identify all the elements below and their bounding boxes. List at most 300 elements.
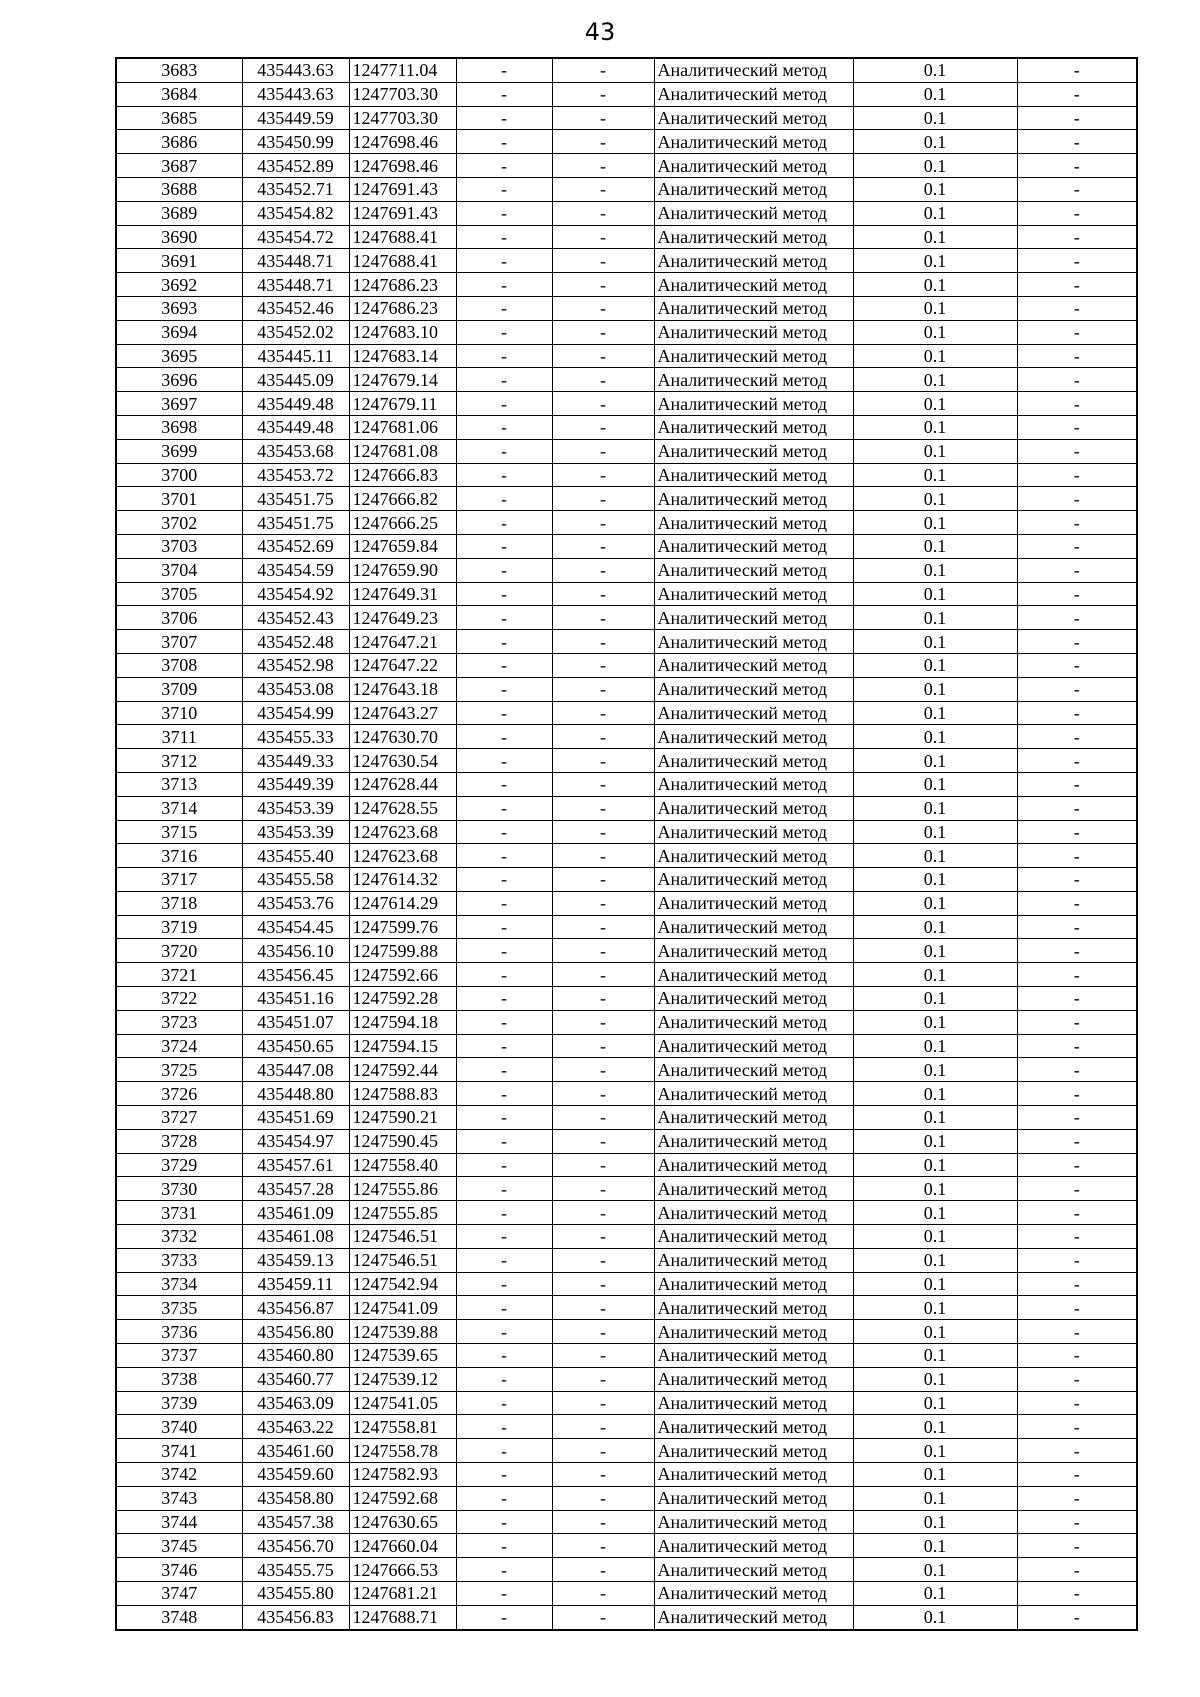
dash-cell: -	[1017, 749, 1137, 773]
method-cell: Аналитический метод	[654, 1582, 853, 1606]
method-cell: Аналитический метод	[654, 1391, 853, 1415]
dash-cell: -	[1017, 463, 1137, 487]
x-coordinate-cell: 435443.63	[242, 58, 349, 82]
table-row	[116, 796, 1137, 820]
accuracy-cell: 0.1	[853, 1415, 1017, 1439]
coordinates-table	[115, 57, 1138, 1631]
dash-cell: -	[552, 963, 654, 987]
method-cell: Аналитический метод	[654, 1034, 853, 1058]
method-cell: Аналитический метод	[654, 1010, 853, 1034]
table-row	[116, 58, 1137, 82]
table-row	[116, 368, 1137, 392]
dash-cell: -	[552, 1439, 654, 1463]
accuracy-cell: 0.1	[853, 582, 1017, 606]
y-coordinate-cell: 1247614.32	[349, 868, 456, 892]
dash-cell: -	[456, 463, 552, 487]
accuracy-cell: 0.1	[853, 844, 1017, 868]
dash-cell: -	[456, 130, 552, 154]
dash-cell: -	[552, 820, 654, 844]
y-coordinate-cell: 1247666.53	[349, 1558, 456, 1582]
dash-cell: -	[552, 1177, 654, 1201]
x-coordinate-cell: 435456.70	[242, 1534, 349, 1558]
x-coordinate-cell: 435453.72	[242, 463, 349, 487]
table-row	[116, 1106, 1137, 1130]
method-cell: Аналитический метод	[654, 987, 853, 1011]
dash-cell: -	[456, 796, 552, 820]
x-coordinate-cell: 435449.33	[242, 749, 349, 773]
method-cell: Аналитический метод	[654, 249, 853, 273]
dash-cell: -	[552, 653, 654, 677]
point-number-cell: 3742	[116, 1463, 242, 1487]
point-number-cell: 3718	[116, 891, 242, 915]
method-cell: Аналитический метод	[654, 677, 853, 701]
table-row	[116, 1534, 1137, 1558]
dash-cell: -	[456, 1463, 552, 1487]
dash-cell: -	[1017, 439, 1137, 463]
dash-cell: -	[1017, 939, 1137, 963]
point-number-cell: 3687	[116, 154, 242, 178]
method-cell: Аналитический метод	[654, 392, 853, 416]
dash-cell: -	[552, 606, 654, 630]
dash-cell: -	[456, 1010, 552, 1034]
y-coordinate-cell: 1247683.10	[349, 320, 456, 344]
y-coordinate-cell: 1247698.46	[349, 154, 456, 178]
dash-cell: -	[1017, 344, 1137, 368]
method-cell: Аналитический метод	[654, 368, 853, 392]
dash-cell: -	[552, 368, 654, 392]
x-coordinate-cell: 435451.69	[242, 1106, 349, 1130]
x-coordinate-cell: 435449.39	[242, 772, 349, 796]
dash-cell: -	[1017, 630, 1137, 654]
dash-cell: -	[456, 1344, 552, 1368]
y-coordinate-cell: 1247539.88	[349, 1320, 456, 1344]
y-coordinate-cell: 1247614.29	[349, 891, 456, 915]
dash-cell: -	[456, 820, 552, 844]
point-number-cell: 3714	[116, 796, 242, 820]
x-coordinate-cell: 435463.22	[242, 1415, 349, 1439]
point-number-cell: 3726	[116, 1082, 242, 1106]
point-number-cell: 3683	[116, 58, 242, 82]
dash-cell: -	[456, 296, 552, 320]
x-coordinate-cell: 435451.07	[242, 1010, 349, 1034]
point-number-cell: 3733	[116, 1248, 242, 1272]
dash-cell: -	[456, 1582, 552, 1606]
x-coordinate-cell: 435456.45	[242, 963, 349, 987]
dash-cell: -	[552, 201, 654, 225]
table-row	[116, 1034, 1137, 1058]
accuracy-cell: 0.1	[853, 891, 1017, 915]
dash-cell: -	[1017, 392, 1137, 416]
accuracy-cell: 0.1	[853, 487, 1017, 511]
accuracy-cell: 0.1	[853, 1201, 1017, 1225]
dash-cell: -	[456, 368, 552, 392]
y-coordinate-cell: 1247555.86	[349, 1177, 456, 1201]
table-row	[116, 106, 1137, 130]
dash-cell: -	[552, 987, 654, 1011]
x-coordinate-cell: 435451.16	[242, 987, 349, 1011]
point-number-cell: 3695	[116, 344, 242, 368]
y-coordinate-cell: 1247686.23	[349, 273, 456, 297]
y-coordinate-cell: 1247599.88	[349, 939, 456, 963]
y-coordinate-cell: 1247679.14	[349, 368, 456, 392]
method-cell: Аналитический метод	[654, 201, 853, 225]
dash-cell: -	[552, 1486, 654, 1510]
accuracy-cell: 0.1	[853, 1344, 1017, 1368]
point-number-cell: 3739	[116, 1391, 242, 1415]
dash-cell: -	[456, 1225, 552, 1249]
y-coordinate-cell: 1247594.18	[349, 1010, 456, 1034]
table-row	[116, 963, 1137, 987]
method-cell: Аналитический метод	[654, 1082, 853, 1106]
table-row	[116, 1439, 1137, 1463]
dash-cell: -	[456, 320, 552, 344]
x-coordinate-cell: 435460.80	[242, 1344, 349, 1368]
table-row	[116, 273, 1137, 297]
method-cell: Аналитический метод	[654, 844, 853, 868]
method-cell: Аналитический метод	[654, 415, 853, 439]
dash-cell: -	[1017, 1034, 1137, 1058]
point-number-cell: 3692	[116, 273, 242, 297]
dash-cell: -	[1017, 534, 1137, 558]
dash-cell: -	[552, 772, 654, 796]
point-number-cell: 3738	[116, 1367, 242, 1391]
table-row	[116, 1582, 1137, 1606]
point-number-cell: 3706	[116, 606, 242, 630]
table-row	[116, 225, 1137, 249]
dash-cell: -	[1017, 1344, 1137, 1368]
method-cell: Аналитический метод	[654, 1129, 853, 1153]
x-coordinate-cell: 435453.39	[242, 820, 349, 844]
accuracy-cell: 0.1	[853, 82, 1017, 106]
x-coordinate-cell: 435451.75	[242, 487, 349, 511]
dash-cell: -	[1017, 891, 1137, 915]
x-coordinate-cell: 435454.92	[242, 582, 349, 606]
accuracy-cell: 0.1	[853, 1582, 1017, 1606]
table-row	[116, 487, 1137, 511]
y-coordinate-cell: 1247592.66	[349, 963, 456, 987]
point-number-cell: 3685	[116, 106, 242, 130]
method-cell: Аналитический метод	[654, 1605, 853, 1629]
dash-cell: -	[552, 392, 654, 416]
accuracy-cell: 0.1	[853, 1129, 1017, 1153]
point-number-cell: 3710	[116, 701, 242, 725]
dash-cell: -	[1017, 1582, 1137, 1606]
dash-cell: -	[456, 439, 552, 463]
table-row	[116, 772, 1137, 796]
point-number-cell: 3719	[116, 915, 242, 939]
x-coordinate-cell: 435448.71	[242, 273, 349, 297]
point-number-cell: 3703	[116, 534, 242, 558]
dash-cell: -	[456, 1272, 552, 1296]
page-number: 43	[584, 18, 616, 46]
dash-cell: -	[1017, 963, 1137, 987]
x-coordinate-cell: 435454.45	[242, 915, 349, 939]
y-coordinate-cell: 1247703.30	[349, 82, 456, 106]
y-coordinate-cell: 1247588.83	[349, 1082, 456, 1106]
method-cell: Аналитический метод	[654, 1272, 853, 1296]
accuracy-cell: 0.1	[853, 1296, 1017, 1320]
dash-cell: -	[552, 1248, 654, 1272]
point-number-cell: 3746	[116, 1558, 242, 1582]
point-number-cell: 3731	[116, 1201, 242, 1225]
accuracy-cell: 0.1	[853, 1082, 1017, 1106]
dash-cell: -	[1017, 606, 1137, 630]
method-cell: Аналитический метод	[654, 130, 853, 154]
dash-cell: -	[456, 487, 552, 511]
dash-cell: -	[1017, 511, 1137, 535]
dash-cell: -	[552, 296, 654, 320]
y-coordinate-cell: 1247599.76	[349, 915, 456, 939]
dash-cell: -	[1017, 1201, 1137, 1225]
dash-cell: -	[1017, 82, 1137, 106]
dash-cell: -	[552, 511, 654, 535]
point-number-cell: 3732	[116, 1225, 242, 1249]
method-cell: Аналитический метод	[654, 177, 853, 201]
table-row	[116, 249, 1137, 273]
dash-cell: -	[456, 1605, 552, 1629]
method-cell: Аналитический метод	[654, 1534, 853, 1558]
method-cell: Аналитический метод	[654, 534, 853, 558]
method-cell: Аналитический метод	[654, 1201, 853, 1225]
y-coordinate-cell: 1247649.31	[349, 582, 456, 606]
y-coordinate-cell: 1247643.18	[349, 677, 456, 701]
table-row	[116, 606, 1137, 630]
x-coordinate-cell: 435461.60	[242, 1439, 349, 1463]
y-coordinate-cell: 1247630.54	[349, 749, 456, 773]
x-coordinate-cell: 435449.48	[242, 392, 349, 416]
accuracy-cell: 0.1	[853, 725, 1017, 749]
method-cell: Аналитический метод	[654, 154, 853, 178]
dash-cell: -	[1017, 1272, 1137, 1296]
dash-cell: -	[1017, 1058, 1137, 1082]
y-coordinate-cell: 1247539.65	[349, 1344, 456, 1368]
table-row	[116, 868, 1137, 892]
y-coordinate-cell: 1247681.08	[349, 439, 456, 463]
dash-cell: -	[552, 677, 654, 701]
point-number-cell: 3744	[116, 1510, 242, 1534]
accuracy-cell: 0.1	[853, 1558, 1017, 1582]
point-number-cell: 3712	[116, 749, 242, 773]
table-row	[116, 1010, 1137, 1034]
accuracy-cell: 0.1	[853, 630, 1017, 654]
accuracy-cell: 0.1	[853, 1605, 1017, 1629]
accuracy-cell: 0.1	[853, 130, 1017, 154]
method-cell: Аналитический метод	[654, 1510, 853, 1534]
y-coordinate-cell: 1247679.11	[349, 392, 456, 416]
point-number-cell: 3700	[116, 463, 242, 487]
point-number-cell: 3698	[116, 415, 242, 439]
table-row	[116, 677, 1137, 701]
point-number-cell: 3745	[116, 1534, 242, 1558]
table-row	[116, 1296, 1137, 1320]
dash-cell: -	[1017, 1486, 1137, 1510]
point-number-cell: 3686	[116, 130, 242, 154]
table-row	[116, 749, 1137, 773]
x-coordinate-cell: 435463.09	[242, 1391, 349, 1415]
dash-cell: -	[1017, 1415, 1137, 1439]
table-row	[116, 915, 1137, 939]
method-cell: Аналитический метод	[654, 939, 853, 963]
dash-cell: -	[456, 511, 552, 535]
x-coordinate-cell: 435458.80	[242, 1486, 349, 1510]
accuracy-cell: 0.1	[853, 296, 1017, 320]
x-coordinate-cell: 435449.59	[242, 106, 349, 130]
x-coordinate-cell: 435454.82	[242, 201, 349, 225]
accuracy-cell: 0.1	[853, 963, 1017, 987]
point-number-cell: 3717	[116, 868, 242, 892]
dash-cell: -	[456, 725, 552, 749]
table-row	[116, 891, 1137, 915]
dash-cell: -	[456, 273, 552, 297]
dash-cell: -	[552, 630, 654, 654]
dash-cell: -	[456, 1415, 552, 1439]
table-row	[116, 1344, 1137, 1368]
table-row	[116, 630, 1137, 654]
point-number-cell: 3697	[116, 392, 242, 416]
y-coordinate-cell: 1247541.09	[349, 1296, 456, 1320]
method-cell: Аналитический метод	[654, 653, 853, 677]
dash-cell: -	[456, 249, 552, 273]
table-row	[116, 1058, 1137, 1082]
method-cell: Аналитический метод	[654, 1367, 853, 1391]
method-cell: Аналитический метод	[654, 1153, 853, 1177]
x-coordinate-cell: 435449.48	[242, 415, 349, 439]
accuracy-cell: 0.1	[853, 1225, 1017, 1249]
dash-cell: -	[552, 1034, 654, 1058]
table-row	[116, 1153, 1137, 1177]
accuracy-cell: 0.1	[853, 201, 1017, 225]
table-row	[116, 1486, 1137, 1510]
method-cell: Аналитический метод	[654, 1344, 853, 1368]
point-number-cell: 3696	[116, 368, 242, 392]
x-coordinate-cell: 435451.75	[242, 511, 349, 535]
dash-cell: -	[1017, 415, 1137, 439]
y-coordinate-cell: 1247666.83	[349, 463, 456, 487]
y-coordinate-cell: 1247541.05	[349, 1391, 456, 1415]
x-coordinate-cell: 435454.59	[242, 558, 349, 582]
y-coordinate-cell: 1247691.43	[349, 201, 456, 225]
y-coordinate-cell: 1247628.44	[349, 772, 456, 796]
y-coordinate-cell: 1247623.68	[349, 820, 456, 844]
point-number-cell: 3729	[116, 1153, 242, 1177]
table-row	[116, 344, 1137, 368]
table-row	[116, 154, 1137, 178]
dash-cell: -	[552, 1129, 654, 1153]
point-number-cell: 3724	[116, 1034, 242, 1058]
dash-cell: -	[456, 58, 552, 82]
accuracy-cell: 0.1	[853, 1153, 1017, 1177]
table-row	[116, 511, 1137, 535]
dash-cell: -	[552, 1534, 654, 1558]
x-coordinate-cell: 435452.48	[242, 630, 349, 654]
y-coordinate-cell: 1247660.04	[349, 1534, 456, 1558]
x-coordinate-cell: 435448.80	[242, 1082, 349, 1106]
dash-cell: -	[1017, 1391, 1137, 1415]
accuracy-cell: 0.1	[853, 415, 1017, 439]
method-cell: Аналитический метод	[654, 796, 853, 820]
accuracy-cell: 0.1	[853, 1486, 1017, 1510]
accuracy-cell: 0.1	[853, 463, 1017, 487]
dash-cell: -	[552, 1272, 654, 1296]
method-cell: Аналитический метод	[654, 439, 853, 463]
table-row	[116, 1129, 1137, 1153]
accuracy-cell: 0.1	[853, 344, 1017, 368]
dash-cell: -	[552, 1558, 654, 1582]
x-coordinate-cell: 435456.87	[242, 1296, 349, 1320]
method-cell: Аналитический метод	[654, 1248, 853, 1272]
dash-cell: -	[1017, 1177, 1137, 1201]
x-coordinate-cell: 435459.13	[242, 1248, 349, 1272]
point-number-cell: 3735	[116, 1296, 242, 1320]
y-coordinate-cell: 1247558.40	[349, 1153, 456, 1177]
y-coordinate-cell: 1247628.55	[349, 796, 456, 820]
dash-cell: -	[1017, 106, 1137, 130]
method-cell: Аналитический метод	[654, 1296, 853, 1320]
accuracy-cell: 0.1	[853, 1177, 1017, 1201]
y-coordinate-cell: 1247592.44	[349, 1058, 456, 1082]
table-row	[116, 939, 1137, 963]
dash-cell: -	[1017, 677, 1137, 701]
y-coordinate-cell: 1247592.28	[349, 987, 456, 1011]
accuracy-cell: 0.1	[853, 439, 1017, 463]
dash-cell: -	[456, 915, 552, 939]
dash-cell: -	[456, 1558, 552, 1582]
point-number-cell: 3715	[116, 820, 242, 844]
x-coordinate-cell: 435455.75	[242, 1558, 349, 1582]
point-number-cell: 3691	[116, 249, 242, 273]
point-number-cell: 3705	[116, 582, 242, 606]
accuracy-cell: 0.1	[853, 225, 1017, 249]
accuracy-cell: 0.1	[853, 392, 1017, 416]
x-coordinate-cell: 435459.60	[242, 1463, 349, 1487]
method-cell: Аналитический метод	[654, 915, 853, 939]
accuracy-cell: 0.1	[853, 154, 1017, 178]
table-row	[116, 320, 1137, 344]
y-coordinate-cell: 1247691.43	[349, 177, 456, 201]
x-coordinate-cell: 435454.97	[242, 1129, 349, 1153]
dash-cell: -	[1017, 1153, 1137, 1177]
dash-cell: -	[552, 1582, 654, 1606]
method-cell: Аналитический метод	[654, 725, 853, 749]
method-cell: Аналитический метод	[654, 1415, 853, 1439]
dash-cell: -	[1017, 130, 1137, 154]
accuracy-cell: 0.1	[853, 1463, 1017, 1487]
point-number-cell: 3725	[116, 1058, 242, 1082]
method-cell: Аналитический метод	[654, 1439, 853, 1463]
dash-cell: -	[1017, 487, 1137, 511]
dash-cell: -	[456, 1201, 552, 1225]
method-cell: Аналитический метод	[654, 1320, 853, 1344]
point-number-cell: 3736	[116, 1320, 242, 1344]
dash-cell: -	[1017, 225, 1137, 249]
dash-cell: -	[456, 1106, 552, 1130]
point-number-cell: 3709	[116, 677, 242, 701]
x-coordinate-cell: 435459.11	[242, 1272, 349, 1296]
accuracy-cell: 0.1	[853, 987, 1017, 1011]
dash-cell: -	[1017, 1129, 1137, 1153]
method-cell: Аналитический метод	[654, 701, 853, 725]
method-cell: Аналитический метод	[654, 1106, 853, 1130]
dash-cell: -	[456, 1510, 552, 1534]
point-number-cell: 3748	[116, 1605, 242, 1629]
y-coordinate-cell: 1247647.22	[349, 653, 456, 677]
dash-cell: -	[552, 844, 654, 868]
dash-cell: -	[456, 344, 552, 368]
dash-cell: -	[552, 463, 654, 487]
x-coordinate-cell: 435454.99	[242, 701, 349, 725]
dash-cell: -	[552, 796, 654, 820]
method-cell: Аналитический метод	[654, 1177, 853, 1201]
